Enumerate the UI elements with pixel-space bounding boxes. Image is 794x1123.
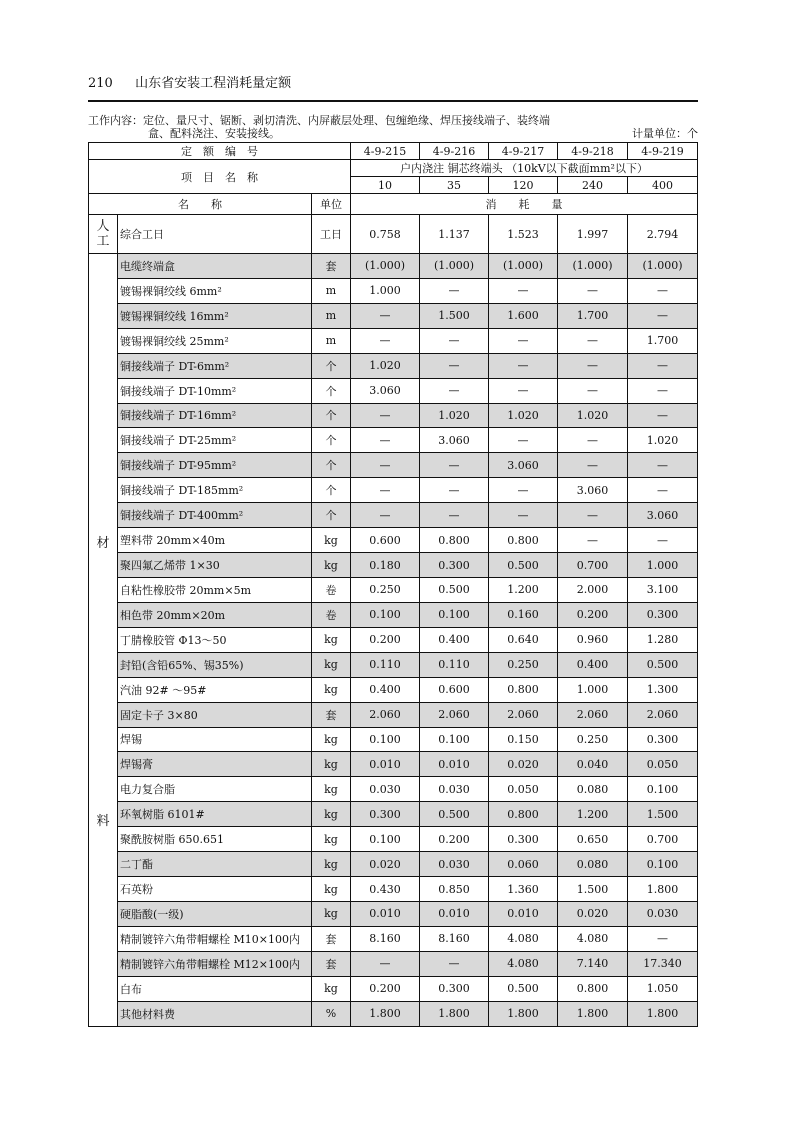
item-name: 铜接线端子 DT-6mm² <box>118 353 312 378</box>
item-name: 铜接线端子 DT-95mm² <box>118 453 312 478</box>
item-name: 环氧树脂 6101# <box>118 802 312 827</box>
value-cell: 0.430 <box>351 877 420 902</box>
material-row <box>89 852 698 877</box>
value-cell: 0.060 <box>489 852 558 877</box>
value-cell: 0.160 <box>489 602 558 627</box>
col-consumption-header: 消 耗 量 <box>351 194 698 215</box>
value-cell: 0.200 <box>558 602 628 627</box>
item-unit: 个 <box>312 478 351 503</box>
item-unit: 卷 <box>312 577 351 602</box>
value-cell: 0.650 <box>558 827 628 852</box>
item-name: 二丁酯 <box>118 852 312 877</box>
material-row <box>89 1001 698 1026</box>
col-name-header: 名 称 <box>89 194 312 215</box>
value-cell: 1.000 <box>351 278 420 303</box>
material-row <box>89 727 698 752</box>
value-cell: 8.160 <box>420 926 489 951</box>
value-cell: (1.000) <box>351 254 420 279</box>
material-row <box>89 353 698 378</box>
item-name: 铜接线端子 DT-25mm² <box>118 428 312 453</box>
material-category <box>89 254 118 1027</box>
value-cell: 1.360 <box>489 877 558 902</box>
item-name: 石英粉 <box>118 877 312 902</box>
value-cell: — <box>628 453 698 478</box>
item-unit: kg <box>312 827 351 852</box>
material-row <box>89 602 698 627</box>
value-cell: 0.300 <box>351 802 420 827</box>
labor-category: 人工 <box>89 215 118 254</box>
value-cell: 2.060 <box>420 702 489 727</box>
code-cell: 4-9-216 <box>420 143 489 160</box>
book-title: 山东省安装工程消耗量定额 <box>135 76 292 91</box>
value-cell: 0.100 <box>351 727 420 752</box>
value-cell: 0.800 <box>489 677 558 702</box>
value-cell: 2.060 <box>489 702 558 727</box>
value-cell: 0.800 <box>489 528 558 553</box>
item-unit: kg <box>312 901 351 926</box>
item-unit: kg <box>312 652 351 677</box>
value-cell: — <box>420 328 489 353</box>
value-cell: 2.060 <box>351 702 420 727</box>
value-cell: — <box>351 453 420 478</box>
material-row <box>89 278 698 303</box>
value-cell: — <box>489 503 558 528</box>
item-label: 项 目 名 称 <box>89 160 351 194</box>
value-cell: — <box>489 428 558 453</box>
size-cell: 240 <box>558 177 628 194</box>
value-cell: 0.080 <box>558 777 628 802</box>
value-cell: 1.050 <box>628 976 698 1001</box>
item-name: 焊锡膏 <box>118 752 312 777</box>
value-cell: — <box>489 378 558 403</box>
value-cell: 4.080 <box>489 951 558 976</box>
material-row <box>89 577 698 602</box>
value-cell: — <box>558 278 628 303</box>
column-header-row <box>89 194 698 215</box>
item-unit: kg <box>312 752 351 777</box>
item-name: 汽油 92# ～95# <box>118 677 312 702</box>
item-unit: 个 <box>312 428 351 453</box>
code-cell: 4-9-215 <box>351 143 420 160</box>
value-cell: (1.000) <box>558 254 628 279</box>
value-cell: — <box>558 378 628 403</box>
material-row <box>89 303 698 328</box>
item-unit: 套 <box>312 254 351 279</box>
value-cell: — <box>558 353 628 378</box>
value-cell: 0.250 <box>558 727 628 752</box>
item-unit: kg <box>312 852 351 877</box>
item-name: 精制镀锌六角带帽螺栓 M12×100内 <box>118 951 312 976</box>
material-category-top: 材 <box>96 535 110 551</box>
value-cell: 1.000 <box>628 553 698 578</box>
value-cell: 0.200 <box>351 976 420 1001</box>
value-cell: 0.400 <box>351 677 420 702</box>
item-unit: 个 <box>312 403 351 428</box>
value-cell: — <box>628 403 698 428</box>
item-name: 镀锡裸铜绞线 16mm² <box>118 303 312 328</box>
value-cell: 2.000 <box>558 577 628 602</box>
item-name: 白布 <box>118 976 312 1001</box>
value-cell: — <box>351 303 420 328</box>
material-row <box>89 528 698 553</box>
value-cell: — <box>558 528 628 553</box>
value-cell: 0.100 <box>420 602 489 627</box>
material-row <box>89 702 698 727</box>
value-cell: 1.800 <box>628 1001 698 1026</box>
value-cell: 0.850 <box>420 877 489 902</box>
work-content-line-2: 盒、配料浇注、安装接线。 <box>148 127 280 140</box>
item-unit: kg <box>312 976 351 1001</box>
item-name: 精制镀锌六角带帽螺栓 M10×100内 <box>118 926 312 951</box>
value-cell: 1.800 <box>628 877 698 902</box>
value-cell: 0.100 <box>351 602 420 627</box>
value-cell: 0.030 <box>420 777 489 802</box>
value-cell: 3.060 <box>558 478 628 503</box>
item-name: 自粘性橡胶带 20mm×5m <box>118 577 312 602</box>
item-unit: m <box>312 303 351 328</box>
value-cell: — <box>420 478 489 503</box>
item-unit: 个 <box>312 353 351 378</box>
value-cell: — <box>351 403 420 428</box>
labor-row <box>89 215 698 254</box>
value-cell: 1.300 <box>628 677 698 702</box>
value-cell: — <box>351 503 420 528</box>
value-cell: 0.300 <box>489 827 558 852</box>
material-row <box>89 254 698 279</box>
value-cell: 4.080 <box>558 926 628 951</box>
item-name: 综合工日 <box>118 215 312 254</box>
code-cell: 4-9-219 <box>628 143 698 160</box>
value-cell: 3.060 <box>420 428 489 453</box>
value-cell: 2.060 <box>558 702 628 727</box>
value-cell: — <box>420 278 489 303</box>
value-cell: — <box>489 328 558 353</box>
value-cell: — <box>628 926 698 951</box>
value-cell: 0.500 <box>628 652 698 677</box>
value-cell: 0.030 <box>628 901 698 926</box>
item-unit: % <box>312 1001 351 1026</box>
item-name: 聚四氟乙烯带 1×30 <box>118 553 312 578</box>
value-cell: 4.080 <box>489 926 558 951</box>
value-cell: 0.010 <box>351 901 420 926</box>
value-cell: 0.400 <box>420 627 489 652</box>
col-unit-header: 单位 <box>312 194 351 215</box>
value-cell: 1.020 <box>420 403 489 428</box>
value-cell: — <box>420 951 489 976</box>
value-cell: 1.997 <box>558 215 628 254</box>
value-cell: 0.100 <box>628 852 698 877</box>
page-header <box>88 72 698 91</box>
work-content-line-1: 工作内容：定位、量尺寸、锯断、剥切清洗、内屏蔽层处理、包缠绝缘、焊压接线端子、装终端 <box>88 114 550 127</box>
value-cell: 1.500 <box>628 802 698 827</box>
value-cell: — <box>628 353 698 378</box>
material-row <box>89 478 698 503</box>
value-cell: — <box>489 478 558 503</box>
item-unit: kg <box>312 528 351 553</box>
value-cell: 0.020 <box>351 852 420 877</box>
value-cell: 3.100 <box>628 577 698 602</box>
value-cell: 7.140 <box>558 951 628 976</box>
item-unit: kg <box>312 777 351 802</box>
value-cell: 0.250 <box>351 577 420 602</box>
value-cell: 1.523 <box>489 215 558 254</box>
item-name: 铜接线端子 DT-185mm² <box>118 478 312 503</box>
value-cell: 0.020 <box>558 901 628 926</box>
value-cell: — <box>351 951 420 976</box>
item-name: 其他材料费 <box>118 1001 312 1026</box>
item-name: 铜接线端子 DT-16mm² <box>118 403 312 428</box>
value-cell: 1.020 <box>351 353 420 378</box>
value-cell: — <box>558 503 628 528</box>
item-name: 丁腈橡胶管 Φ13～50 <box>118 627 312 652</box>
value-cell: 0.500 <box>420 577 489 602</box>
item-unit: 套 <box>312 702 351 727</box>
material-category-bottom: 料 <box>96 813 110 829</box>
item-unit: kg <box>312 553 351 578</box>
size-cell: 120 <box>489 177 558 194</box>
size-cell: 10 <box>351 177 420 194</box>
value-cell: 1.700 <box>628 328 698 353</box>
value-cell: 0.080 <box>558 852 628 877</box>
item-name: 封铅(含铅65%、锡35%) <box>118 652 312 677</box>
item-name: 电缆终端盒 <box>118 254 312 279</box>
value-cell: — <box>628 528 698 553</box>
value-cell: — <box>420 503 489 528</box>
value-cell: 0.110 <box>351 652 420 677</box>
value-cell: 0.800 <box>558 976 628 1001</box>
value-cell: — <box>628 303 698 328</box>
value-cell: 1.137 <box>420 215 489 254</box>
value-cell: 1.200 <box>489 577 558 602</box>
material-row <box>89 827 698 852</box>
item-unit: 卷 <box>312 602 351 627</box>
value-cell: 1.020 <box>628 428 698 453</box>
value-cell: (1.000) <box>628 254 698 279</box>
value-cell: 2.794 <box>628 215 698 254</box>
quota-table <box>88 142 698 1027</box>
material-row <box>89 777 698 802</box>
item-unit: 个 <box>312 453 351 478</box>
value-cell: — <box>628 278 698 303</box>
value-cell: 1.200 <box>558 802 628 827</box>
value-cell: 0.010 <box>489 901 558 926</box>
value-cell: 0.800 <box>489 802 558 827</box>
material-row <box>89 677 698 702</box>
value-cell: 0.500 <box>489 976 558 1001</box>
value-cell: 0.700 <box>558 553 628 578</box>
value-cell: — <box>558 453 628 478</box>
material-row <box>89 378 698 403</box>
value-cell: 0.110 <box>420 652 489 677</box>
value-cell: 0.758 <box>351 215 420 254</box>
value-cell: — <box>558 428 628 453</box>
item-name: 硬脂酸(一级) <box>118 901 312 926</box>
value-cell: 0.800 <box>420 528 489 553</box>
value-cell: 0.500 <box>420 802 489 827</box>
value-cell: — <box>351 478 420 503</box>
size-cell: 35 <box>420 177 489 194</box>
item-unit: kg <box>312 677 351 702</box>
value-cell: 1.700 <box>558 303 628 328</box>
value-cell: — <box>489 353 558 378</box>
item-name: 镀锡裸铜绞线 25mm² <box>118 328 312 353</box>
value-cell: 1.800 <box>420 1001 489 1026</box>
item-name: 焊锡 <box>118 727 312 752</box>
value-cell: 1.000 <box>558 677 628 702</box>
material-row <box>89 877 698 902</box>
value-cell: — <box>628 478 698 503</box>
value-cell: 1.500 <box>558 877 628 902</box>
value-cell: 1.280 <box>628 627 698 652</box>
material-row <box>89 553 698 578</box>
value-cell: 0.010 <box>351 752 420 777</box>
value-cell: 1.500 <box>420 303 489 328</box>
value-cell: 0.300 <box>628 727 698 752</box>
value-cell: 0.030 <box>420 852 489 877</box>
code-label: 定 额 编 号 <box>89 143 351 160</box>
code-cell: 4-9-217 <box>489 143 558 160</box>
material-row <box>89 428 698 453</box>
value-cell: — <box>420 353 489 378</box>
value-cell: 1.020 <box>558 403 628 428</box>
item-name: 塑料带 20mm×40m <box>118 528 312 553</box>
material-row <box>89 901 698 926</box>
value-cell: 0.300 <box>420 976 489 1001</box>
value-cell: 0.010 <box>420 752 489 777</box>
value-cell: 0.600 <box>351 528 420 553</box>
value-cell: 0.300 <box>420 553 489 578</box>
value-cell: 2.060 <box>628 702 698 727</box>
item-unit: kg <box>312 802 351 827</box>
item-unit: 套 <box>312 926 351 951</box>
value-cell: 0.020 <box>489 752 558 777</box>
value-cell: 0.050 <box>489 777 558 802</box>
material-row <box>89 453 698 478</box>
value-cell: 0.100 <box>420 727 489 752</box>
value-cell: 0.200 <box>351 627 420 652</box>
value-cell: — <box>558 328 628 353</box>
value-cell: 0.250 <box>489 652 558 677</box>
page-number: 210 <box>88 76 113 91</box>
value-cell: 0.010 <box>420 901 489 926</box>
value-cell: 0.150 <box>489 727 558 752</box>
code-cell: 4-9-218 <box>558 143 628 160</box>
item-name: 铜接线端子 DT-400mm² <box>118 503 312 528</box>
value-cell: — <box>420 378 489 403</box>
item-name: 铜接线端子 DT-10mm² <box>118 378 312 403</box>
value-cell: 0.100 <box>628 777 698 802</box>
value-cell: — <box>351 328 420 353</box>
value-cell: (1.000) <box>420 254 489 279</box>
value-cell: 0.030 <box>351 777 420 802</box>
header-rule <box>88 100 698 102</box>
item-unit: 个 <box>312 378 351 403</box>
material-row <box>89 802 698 827</box>
value-cell: 0.400 <box>558 652 628 677</box>
value-cell: 1.800 <box>351 1001 420 1026</box>
material-row <box>89 403 698 428</box>
item-name: 镀锡裸铜绞线 6mm² <box>118 278 312 303</box>
size-cell: 400 <box>628 177 698 194</box>
value-cell: 3.060 <box>351 378 420 403</box>
value-cell: 0.600 <box>420 677 489 702</box>
value-cell: — <box>489 278 558 303</box>
code-row <box>89 143 698 160</box>
item-unit: 个 <box>312 503 351 528</box>
value-cell: 0.200 <box>420 827 489 852</box>
material-row <box>89 328 698 353</box>
value-cell: 8.160 <box>351 926 420 951</box>
value-cell: 0.050 <box>628 752 698 777</box>
material-row <box>89 951 698 976</box>
item-group: 户内浇注 铜芯终端头 （10kV以下截面mm²以下） <box>351 160 698 177</box>
value-cell: 1.020 <box>489 403 558 428</box>
value-cell: — <box>420 453 489 478</box>
material-row <box>89 652 698 677</box>
value-cell: 1.800 <box>489 1001 558 1026</box>
value-cell: 1.600 <box>489 303 558 328</box>
value-cell: 3.060 <box>628 503 698 528</box>
item-name: 聚酰胺树脂 650.651 <box>118 827 312 852</box>
value-cell: (1.000) <box>489 254 558 279</box>
value-cell: 0.700 <box>628 827 698 852</box>
item-unit: kg <box>312 877 351 902</box>
value-cell: 0.180 <box>351 553 420 578</box>
unit-note: 计量单位：个 <box>632 127 698 140</box>
item-unit: m <box>312 328 351 353</box>
material-row <box>89 976 698 1001</box>
material-row <box>89 627 698 652</box>
value-cell: — <box>628 378 698 403</box>
value-cell: 17.340 <box>628 951 698 976</box>
item-unit: kg <box>312 727 351 752</box>
value-cell: 0.640 <box>489 627 558 652</box>
item-unit: m <box>312 278 351 303</box>
item-group-row <box>89 160 698 177</box>
item-name: 相色带 20mm×20m <box>118 602 312 627</box>
value-cell: 0.100 <box>351 827 420 852</box>
item-unit: kg <box>312 627 351 652</box>
value-cell: 3.060 <box>489 453 558 478</box>
material-row <box>89 752 698 777</box>
item-name: 电力复合脂 <box>118 777 312 802</box>
material-row <box>89 503 698 528</box>
value-cell: 0.300 <box>628 602 698 627</box>
value-cell: 0.500 <box>489 553 558 578</box>
value-cell: 1.800 <box>558 1001 628 1026</box>
value-cell: — <box>351 428 420 453</box>
item-name: 固定卡子 3×80 <box>118 702 312 727</box>
item-unit: 工日 <box>312 215 351 254</box>
material-row <box>89 926 698 951</box>
value-cell: 0.040 <box>558 752 628 777</box>
value-cell: 0.960 <box>558 627 628 652</box>
item-unit: 套 <box>312 951 351 976</box>
